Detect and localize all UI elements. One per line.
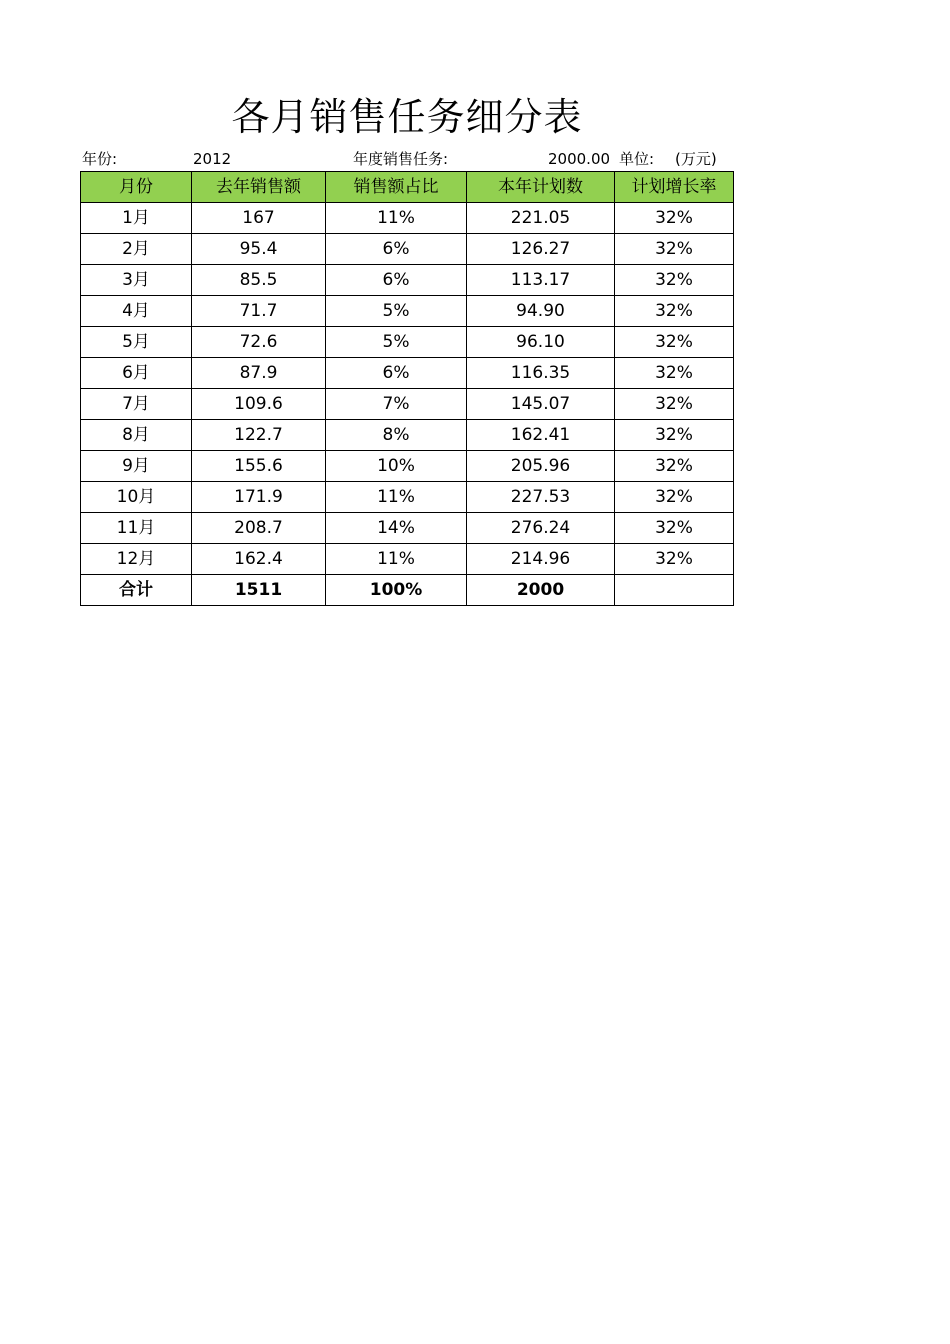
cell-last-year-sales: 85.5	[192, 265, 326, 296]
cell-sales-share: 5%	[326, 327, 467, 358]
cell-month: 8月	[81, 420, 192, 451]
info-row	[80, 148, 734, 170]
total-row	[81, 575, 734, 606]
cell-plan-growth-rate: 32%	[615, 513, 734, 544]
table-row	[81, 296, 734, 327]
header-month: 月份	[81, 172, 192, 203]
page-title: 各月销售任务细分表	[231, 95, 583, 139]
cell-plan-growth-rate: 32%	[615, 234, 734, 265]
table-row	[81, 203, 734, 234]
cell-month: 12月	[81, 544, 192, 575]
cell-plan-growth-rate: 32%	[615, 420, 734, 451]
table-row	[81, 234, 734, 265]
cell-plan-growth-rate: 32%	[615, 482, 734, 513]
cell-sales-share: 5%	[326, 296, 467, 327]
cell-month: 2月	[81, 234, 192, 265]
cell-plan-growth-rate: 32%	[615, 451, 734, 482]
cell-last-year-sales: 87.9	[192, 358, 326, 389]
table-row	[81, 513, 734, 544]
cell-plan-growth-rate: 32%	[615, 389, 734, 420]
cell-plan-this-year: 221.05	[467, 203, 615, 234]
cell-plan-this-year: 113.17	[467, 265, 615, 296]
cell-last-year-sales: 155.6	[192, 451, 326, 482]
cell-month: 11月	[81, 513, 192, 544]
cell-last-year-sales: 122.7	[192, 420, 326, 451]
cell-plan-this-year: 126.27	[467, 234, 615, 265]
table-row	[81, 358, 734, 389]
cell-last-year-sales: 95.4	[192, 234, 326, 265]
cell-sales-share: 6%	[326, 358, 467, 389]
total-last-year-sales: 1511	[192, 575, 326, 606]
cell-plan-this-year: 227.53	[467, 482, 615, 513]
total-sales-share: 100%	[326, 575, 467, 606]
header-plan-growth-rate: 计划增长率	[615, 172, 734, 203]
cell-sales-share: 6%	[326, 265, 467, 296]
header-sales-share: 销售额占比	[326, 172, 467, 203]
annual-target-label: 年度销售任务:	[353, 150, 449, 168]
cell-last-year-sales: 167	[192, 203, 326, 234]
cell-month: 4月	[81, 296, 192, 327]
cell-last-year-sales: 171.9	[192, 482, 326, 513]
cell-plan-growth-rate: 32%	[615, 265, 734, 296]
unit-label: 单位:	[619, 150, 655, 168]
table-row	[81, 389, 734, 420]
cell-month: 3月	[81, 265, 192, 296]
cell-month: 1月	[81, 203, 192, 234]
table-row	[81, 420, 734, 451]
cell-sales-share: 7%	[326, 389, 467, 420]
cell-sales-share: 11%	[326, 482, 467, 513]
cell-month: 5月	[81, 327, 192, 358]
cell-plan-growth-rate: 32%	[615, 327, 734, 358]
cell-plan-growth-rate: 32%	[615, 358, 734, 389]
cell-plan-this-year: 276.24	[467, 513, 615, 544]
table-row	[81, 265, 734, 296]
header-last-year-sales: 去年销售额	[192, 172, 326, 203]
total-plan-growth-rate	[615, 575, 734, 606]
cell-sales-share: 11%	[326, 203, 467, 234]
cell-last-year-sales: 71.7	[192, 296, 326, 327]
sales-task-table	[80, 171, 734, 606]
cell-month: 6月	[81, 358, 192, 389]
total-label: 合计	[81, 575, 192, 606]
cell-plan-this-year: 145.07	[467, 389, 615, 420]
cell-plan-this-year: 162.41	[467, 420, 615, 451]
cell-plan-growth-rate: 32%	[615, 296, 734, 327]
cell-month: 7月	[81, 389, 192, 420]
header-row	[81, 172, 734, 203]
cell-last-year-sales: 208.7	[192, 513, 326, 544]
cell-sales-share: 11%	[326, 544, 467, 575]
cell-plan-growth-rate: 32%	[615, 203, 734, 234]
unit-value: (万元)	[675, 150, 717, 168]
cell-month: 9月	[81, 451, 192, 482]
table-row	[81, 327, 734, 358]
year-label: 年份:	[82, 150, 118, 168]
cell-plan-this-year: 96.10	[467, 327, 615, 358]
total-plan-this-year: 2000	[467, 575, 615, 606]
cell-plan-this-year: 205.96	[467, 451, 615, 482]
year-value: 2012	[193, 150, 232, 168]
table-row	[81, 451, 734, 482]
cell-month: 10月	[81, 482, 192, 513]
cell-plan-this-year: 214.96	[467, 544, 615, 575]
cell-sales-share: 14%	[326, 513, 467, 544]
table-row	[81, 544, 734, 575]
cell-plan-growth-rate: 32%	[615, 544, 734, 575]
cell-plan-this-year: 94.90	[467, 296, 615, 327]
cell-sales-share: 8%	[326, 420, 467, 451]
cell-last-year-sales: 109.6	[192, 389, 326, 420]
cell-last-year-sales: 162.4	[192, 544, 326, 575]
annual-target-value: 2000.00	[548, 150, 611, 168]
cell-sales-share: 6%	[326, 234, 467, 265]
header-plan-this-year: 本年计划数	[467, 172, 615, 203]
cell-plan-this-year: 116.35	[467, 358, 615, 389]
table-row	[81, 482, 734, 513]
cell-sales-share: 10%	[326, 451, 467, 482]
cell-last-year-sales: 72.6	[192, 327, 326, 358]
